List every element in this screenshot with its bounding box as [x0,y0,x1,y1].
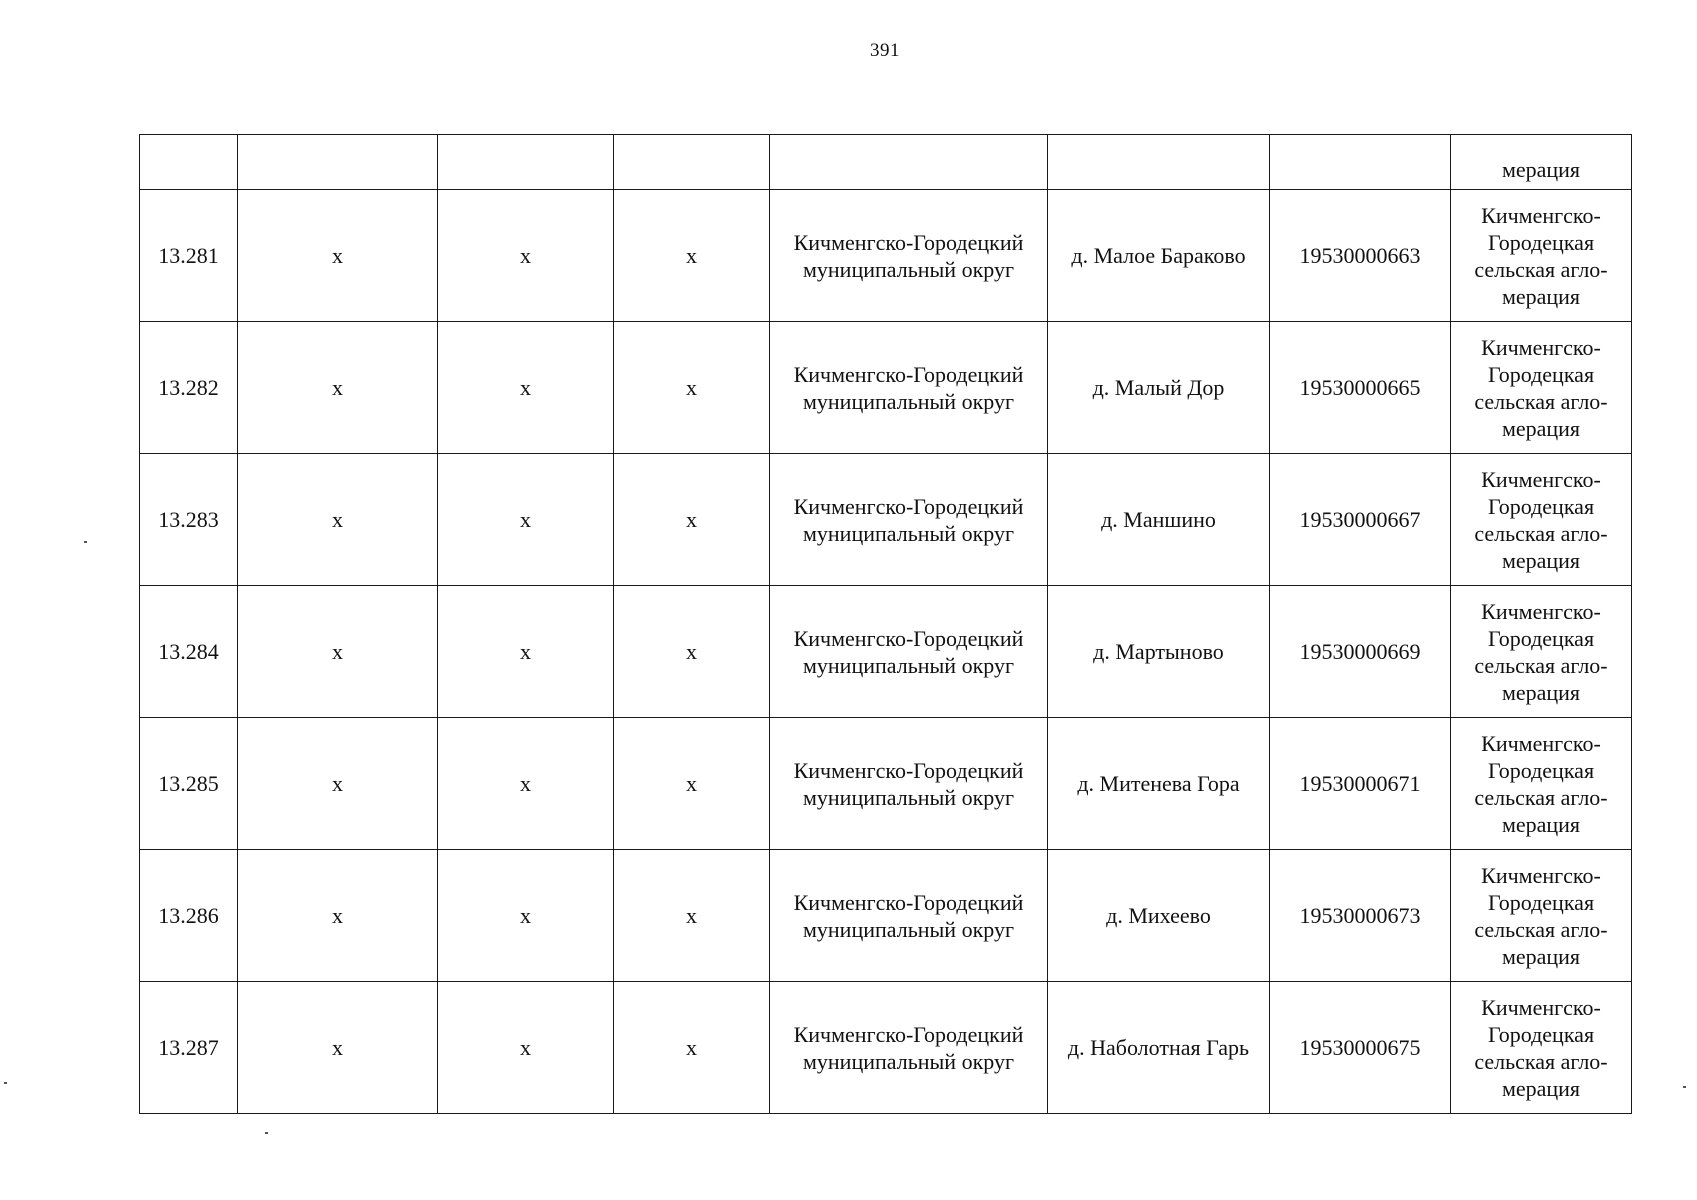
settlement-cell [1048,982,1270,1114]
agglomeration-cell-text: Кичменгско- [1481,598,1601,624]
table-row [140,454,1632,586]
x-mark-cell [438,850,614,982]
table-row [140,190,1632,322]
row-number-cell [140,322,238,454]
district-cell-text: Кичменгско-Городецкий [793,757,1024,783]
district-cell-text: Кичменгско-Городецкий [793,625,1024,651]
table-cell [770,135,1048,190]
agglomeration-cell-text: Городецкая [1487,889,1595,915]
row-number-cell [140,718,238,850]
scan-mark [84,541,87,543]
x-mark-cell [614,718,770,850]
district-cell [770,454,1048,586]
x-mark-cell-text: x [332,375,343,400]
x-mark-cell [438,718,614,850]
district-cell-text: Кичменгско-Городецкий [793,361,1024,387]
district-cell-text: муниципальный округ [802,256,1014,282]
row-number-cell-text: 13.283 [158,507,219,532]
agglomeration-cell-text: мерация [1501,283,1581,309]
agglomeration-cell-text: Кичменгско- [1481,994,1601,1020]
oktmo-code-cell-text: 19530000673 [1299,903,1421,928]
settlement-cell [1048,322,1270,454]
x-mark-cell-text: x [332,243,343,268]
table-row [140,718,1632,850]
district-cell-text: муниципальный округ [802,388,1014,414]
x-mark-cell [238,982,438,1114]
district-cell-text: Кичменгско-Городецкий [793,1021,1024,1047]
oktmo-code-cell [1270,850,1451,982]
district-cell [770,586,1048,718]
agglomeration-cell-text: мерация [1501,415,1581,441]
agglomeration-cell [1451,982,1632,1114]
x-mark-cell [614,190,770,322]
agglomeration-cell-text: Городецкая [1487,625,1595,651]
agglomeration-cell-text: Кичменгско- [1481,466,1601,492]
x-mark-cell [614,322,770,454]
agglomeration-cell-text: Кичменгско- [1481,334,1601,360]
district-cell-text: муниципальный округ [802,520,1014,546]
oktmo-code-cell-text: 19530000667 [1299,507,1421,532]
agglomeration-cell [1451,322,1632,454]
x-mark-cell-text: x [520,771,531,796]
x-mark-cell-text: x [332,771,343,796]
x-mark-cell-text: x [520,507,531,532]
row-number-cell-text: 13.285 [158,771,219,796]
x-mark-cell-text: x [332,1035,343,1060]
row-number-cell [140,982,238,1114]
x-mark-cell [238,718,438,850]
x-mark-cell-text: x [520,375,531,400]
scan-mark [265,1132,268,1134]
oktmo-code-cell [1270,454,1451,586]
oktmo-code-cell-text: 19530000663 [1299,243,1421,268]
x-mark-cell-text: x [686,1035,697,1060]
table-cell [1048,135,1270,190]
district-cell [770,322,1048,454]
agglomeration-cell-text: сельская агло- [1474,652,1608,678]
district-cell [770,190,1048,322]
table-cell [614,135,770,190]
district-cell [770,982,1048,1114]
x-mark-cell [238,190,438,322]
x-mark-cell-text: x [686,243,697,268]
x-mark-cell-text: x [686,903,697,928]
settlement-cell [1048,850,1270,982]
settlement-cell [1048,586,1270,718]
agglomeration-cell-text: сельская агло- [1474,520,1608,546]
x-mark-cell [238,850,438,982]
agglomeration-cell-text: Городецкая [1487,493,1595,519]
x-mark-cell-text: x [332,639,343,664]
agglomeration-cell-text: сельская агло- [1474,1048,1608,1074]
x-mark-cell [238,322,438,454]
table-cell [140,135,238,190]
x-mark-cell [614,850,770,982]
agglomeration-cell [1451,586,1632,718]
x-mark-cell-text: x [520,1035,531,1060]
oktmo-code-cell-text: 19530000669 [1299,639,1421,664]
row-number-cell-text: 13.287 [158,1035,219,1060]
page-number: 391 [870,40,900,61]
table-cell [438,135,614,190]
settlement-cell-text: д. Мартыново [1093,639,1224,664]
scan-mark [1683,1086,1686,1088]
x-mark-cell [438,322,614,454]
district-cell-text: муниципальный округ [802,784,1014,810]
settlement-cell-text: д. Наболотная Гарь [1067,1035,1250,1060]
table-row [140,982,1632,1114]
agglomeration-cell-text: Городецкая [1487,757,1595,783]
settlement-cell-text: д. Маншино [1101,507,1216,532]
row-number-cell-text: 13.281 [158,243,219,268]
agglomeration-cell-text: сельская агло- [1474,388,1608,414]
table-cell [238,135,438,190]
table-row [140,850,1632,982]
oktmo-code-cell [1270,982,1451,1114]
x-mark-cell [238,586,438,718]
settlement-cell-text: д. Малый Дор [1092,375,1225,400]
table-row [140,322,1632,454]
x-mark-cell-text: x [332,903,343,928]
x-mark-cell-text: x [332,507,343,532]
agglomeration-cell-text: мерация [1501,943,1581,969]
district-cell-text: Кичменгско-Городецкий [793,493,1024,519]
oktmo-code-cell [1270,190,1451,322]
agglomeration-cell [1451,454,1632,586]
x-mark-cell-text: x [520,639,531,664]
agglomeration-cell-text: мерация [1501,547,1581,573]
x-mark-cell [438,454,614,586]
oktmo-code-cell [1270,322,1451,454]
district-cell [770,718,1048,850]
settlement-cell [1048,718,1270,850]
settlement-cell-text: д. Малое Бараково [1071,243,1246,268]
settlements-table [139,134,1632,1114]
row-number-cell [140,190,238,322]
agglomeration-cell-text: Городецкая [1487,361,1595,387]
row-number-cell [140,586,238,718]
agglomeration-cell [1451,190,1632,322]
district-cell [770,850,1048,982]
x-mark-cell [614,586,770,718]
table-row [140,586,1632,718]
agglomeration-cell-text: Городецкая [1487,1021,1595,1047]
district-cell-text: муниципальный округ [802,916,1014,942]
agglomeration-cell-text: мерация [1501,1075,1581,1101]
x-mark-cell-text: x [520,903,531,928]
x-mark-cell [238,454,438,586]
x-mark-cell [438,586,614,718]
agglomeration-cell-text: мерация [1501,811,1581,837]
agglomeration-cell-text: сельская агло- [1474,784,1608,810]
agglomeration-cell-text: сельская агло- [1474,916,1608,942]
oktmo-code-cell [1270,718,1451,850]
agglomeration-cell [1451,718,1632,850]
row-number-cell [140,454,238,586]
scan-mark [4,1082,7,1084]
x-mark-cell-text: x [686,375,697,400]
x-mark-cell-text: x [686,639,697,664]
district-cell-text: муниципальный округ [802,1048,1014,1074]
settlement-cell-text: д. Митенева Гора [1077,771,1240,796]
agglomeration-cell-text: Кичменгско- [1481,202,1601,228]
agglomeration-cell-text: Городецкая [1487,229,1595,255]
district-cell-text: муниципальный округ [802,652,1014,678]
x-mark-cell [438,190,614,322]
x-mark-cell [614,982,770,1114]
agglomeration-cell-text: мерация [1501,679,1581,705]
district-cell-text: Кичменгско-Городецкий [793,229,1024,255]
table-cell [1270,135,1451,190]
row-number-cell-text: 13.286 [158,903,219,928]
x-mark-cell-text: x [686,771,697,796]
agglomeration-cell-text: Кичменгско- [1481,862,1601,888]
continuation-header-row [140,135,1632,190]
agglomeration-cell-text: Кичменгско- [1481,730,1601,756]
agglomeration-cell-text: сельская агло- [1474,256,1608,282]
x-mark-cell [614,454,770,586]
settlement-cell [1048,190,1270,322]
oktmo-code-cell-text: 19530000671 [1299,771,1421,796]
settlement-cell-text: д. Михеево [1106,903,1211,928]
oktmo-code-cell [1270,586,1451,718]
agglomeration-cell [1451,850,1632,982]
x-mark-cell [438,982,614,1114]
row-number-cell-text: 13.284 [158,639,219,664]
oktmo-code-cell-text: 19530000675 [1299,1035,1421,1060]
district-cell-text: Кичменгско-Городецкий [793,889,1024,915]
row-number-cell-text: 13.282 [158,375,219,400]
x-mark-cell-text: x [686,507,697,532]
row-number-cell [140,850,238,982]
oktmo-code-cell-text: 19530000665 [1299,375,1421,400]
agglomeration-continuation-cell: мерация [1451,135,1632,190]
x-mark-cell-text: x [520,243,531,268]
settlement-cell [1048,454,1270,586]
